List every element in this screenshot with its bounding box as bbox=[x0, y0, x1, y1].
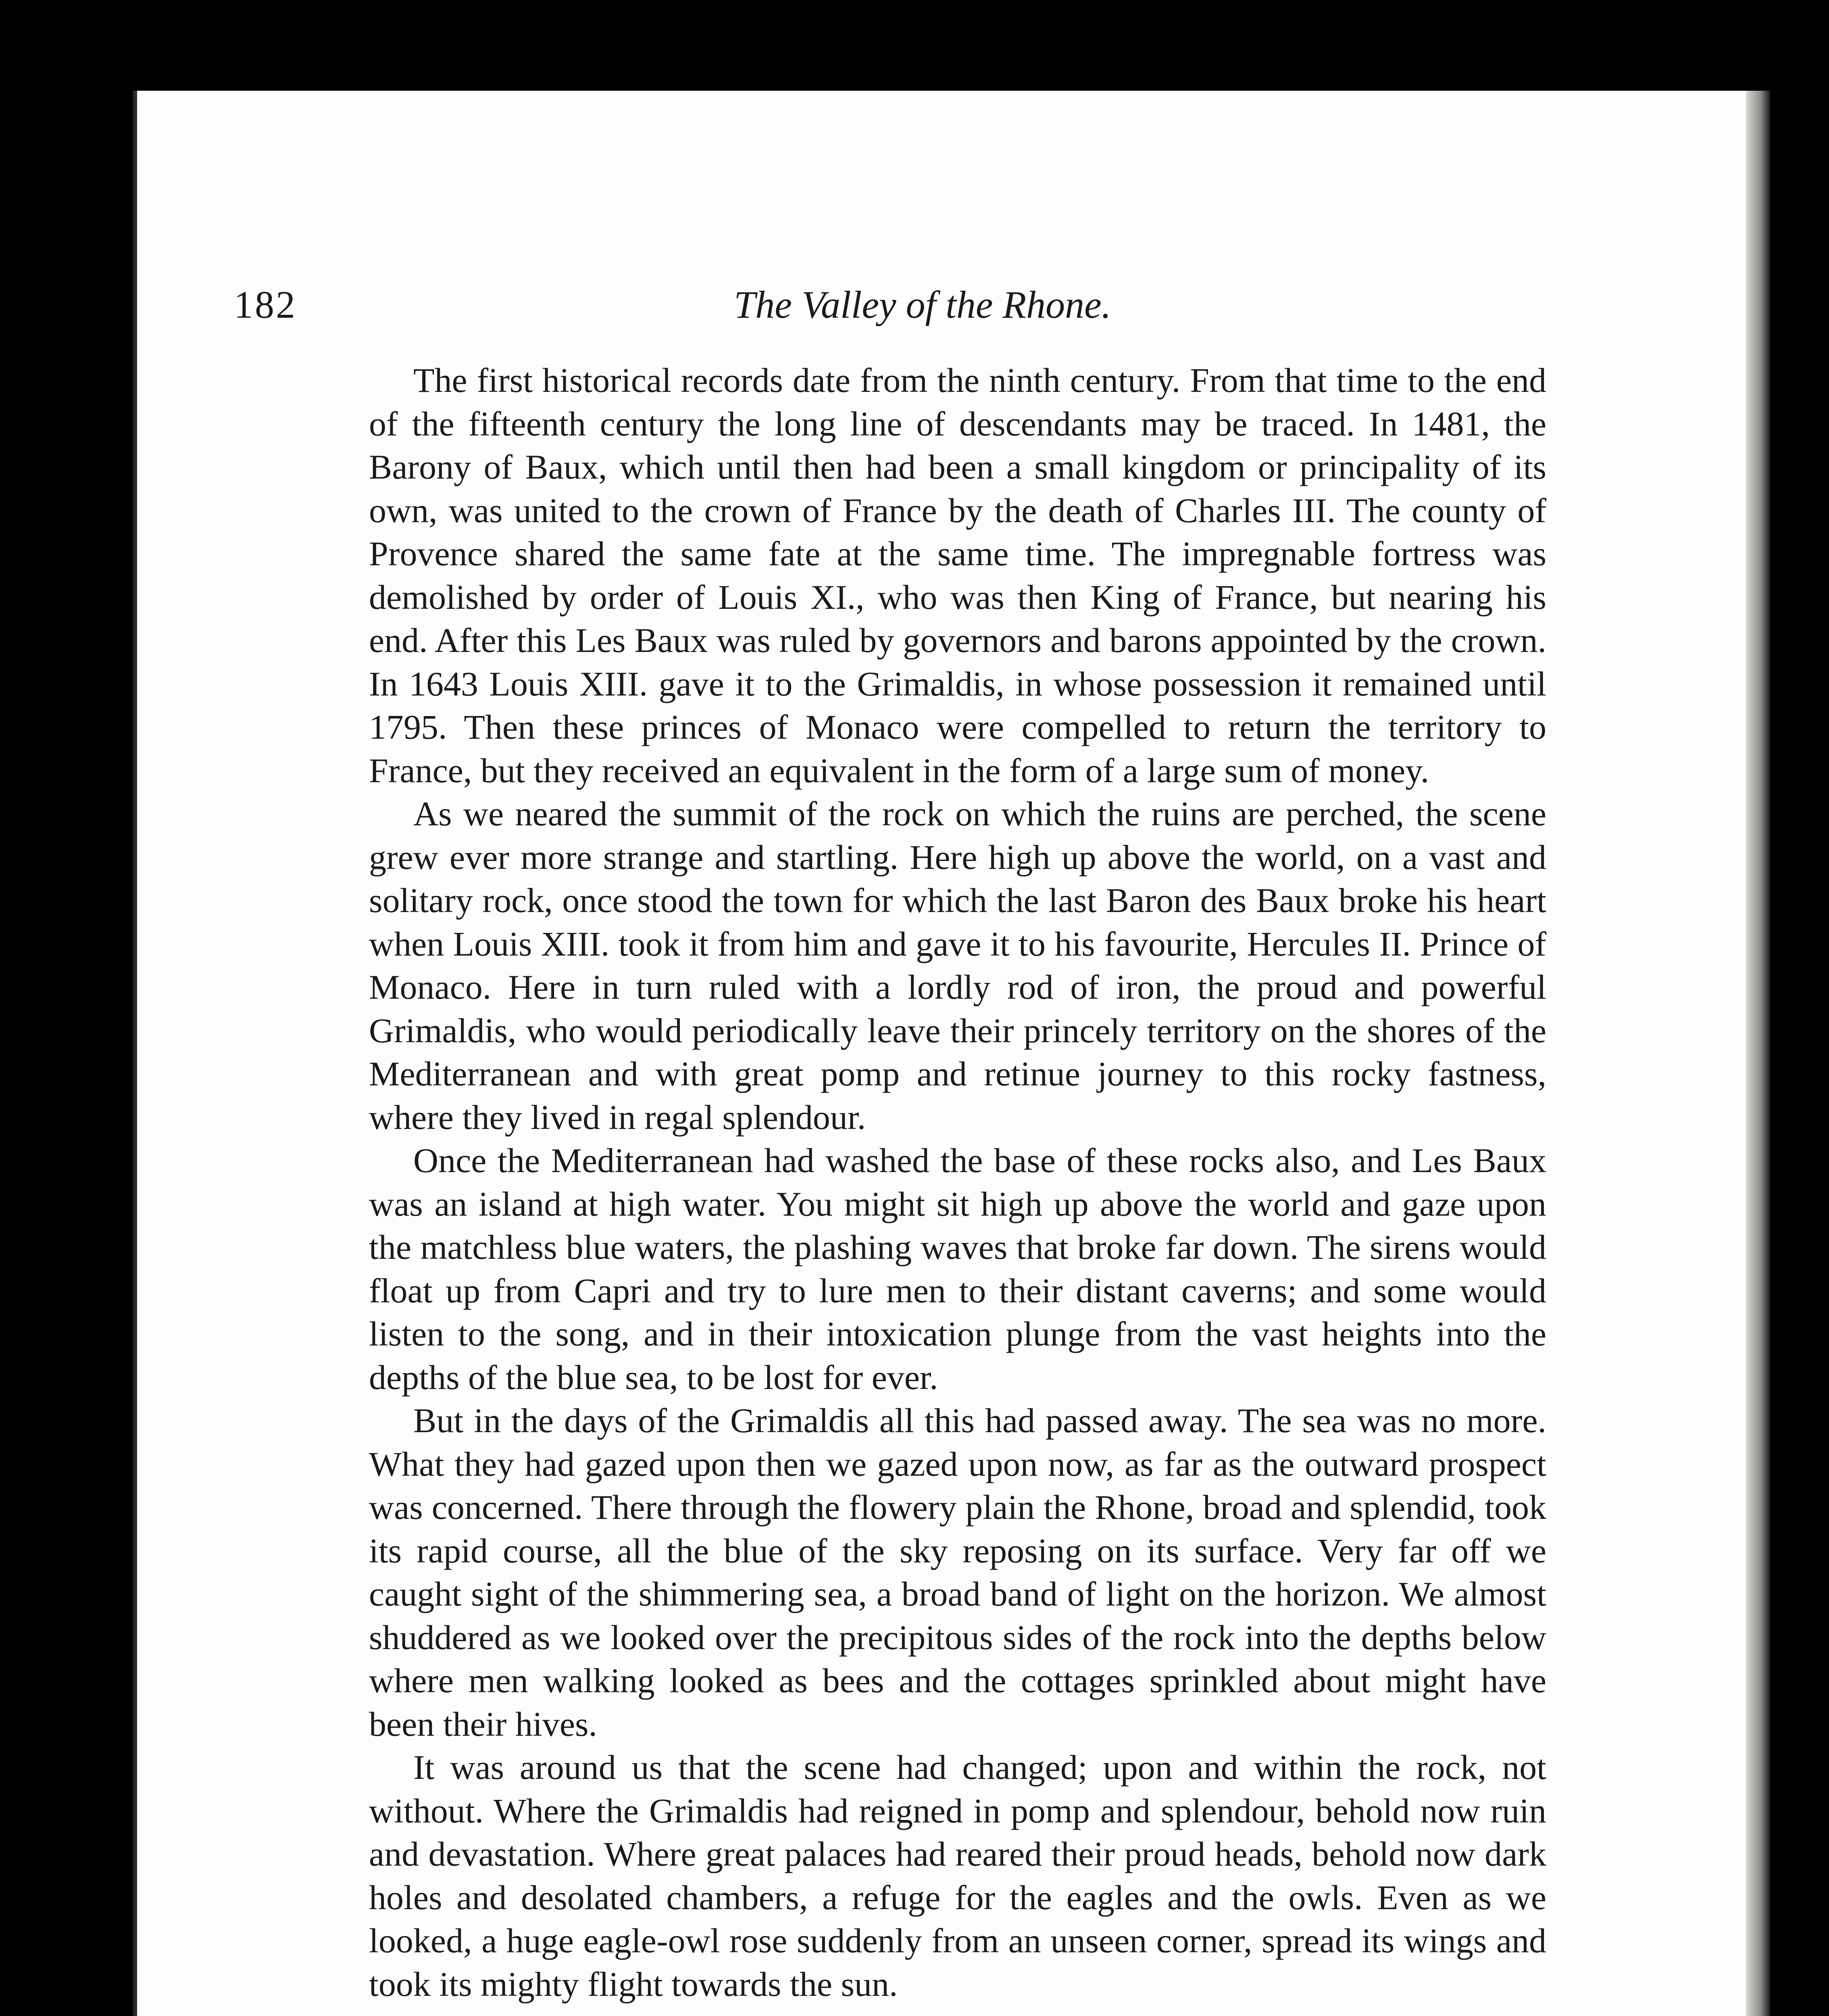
scan-border-top bbox=[0, 0, 1829, 91]
body-text bbox=[369, 359, 1546, 2006]
running-title: The Valley of the Rhone. bbox=[734, 283, 1111, 326]
paragraph-4: But in the days of the Grimaldis all this had passed away. The sea was no more. What they had gazed upon then we gazed upon now, as far as the outward prospect was concerned. There through the flowery plain the Rhone, broad and splendid, took its rapid course, all the blue of the sky reposing on its surface. Very far off we caught sight of the shimmering sea, a broad band of light on the horizon. We almost shuddered as we looked over the precipitous sides of the rock into the depths below where men walking looked as bees and the cottages sprinkled about might have been their hives. bbox=[369, 1401, 1546, 1743]
running-head bbox=[234, 282, 1581, 339]
page-edge-right bbox=[1746, 91, 1770, 2016]
page-number: 182 bbox=[234, 283, 297, 326]
paragraph-5: It was around us that the scene had changed; upon and within the rock, not without. Where the Grimaldis had reigned in pomp and splendour, behold now ruin and devastation. Where great palaces had reared their proud heads, behold now dark holes and desolated chambers, a refuge for the eagles and the owls. Even as we looked, a huge eagle-owl rose suddenly from an unseen corner, spread its wings and took its mighty flight towards the sun. bbox=[369, 1748, 1546, 2004]
paragraph-2: As we neared the summit of the rock on which the ruins are perched, the scene grew ever more strange and startling. Here high up above the world, on a vast and solitary rock, once stood the town for which the last Baron des Baux broke his heart when Louis XIII. took it from him and gave it to his favourite, Hercules II. Prince of Monaco. Here in turn ruled with a lordly rod of iron, the proud and powerful Grimaldis, who would periodically leave their princely territory on the shores of the Mediterranean and with great pomp and retinue journey to this rocky fastness, where they lived in regal splendour. bbox=[369, 794, 1546, 1137]
paragraph-3: Once the Mediterranean had washed the base of these rocks also, and Les Baux was an island at high water. You might sit high up above the world and gaze upon the matchless blue waters, the plashing waves that broke far down. The sirens would float up from Capri and try to lure men to their distant caverns; and some would listen to the song, and in their intoxication plunge from the vast heights into the depths of the blue sea, to be lost for ever. bbox=[369, 1141, 1546, 1397]
paragraph-1: The first historical records date from the ninth century. From that time to the end of the fifteenth century the long line of descendants may be traced. In 1481, the Barony of Baux, which until then had been a small kingdom or principality of its own, was united to the crown of France by the death of Charles III. The county of Provence shared the same fate at the same time. The impregnable fortress was demolished by order of Louis XI., who was then King of France, but nearing his end. After this Les Baux was ruled by governors and barons appointed by the crown. In 1643 Louis XIII. gave it to the Grimaldis, in whose possession it remained until 1795. Then these princes of Monaco were compelled to return the territory to France, but they received an equivalent in the form of a large sum of money. bbox=[369, 361, 1546, 790]
